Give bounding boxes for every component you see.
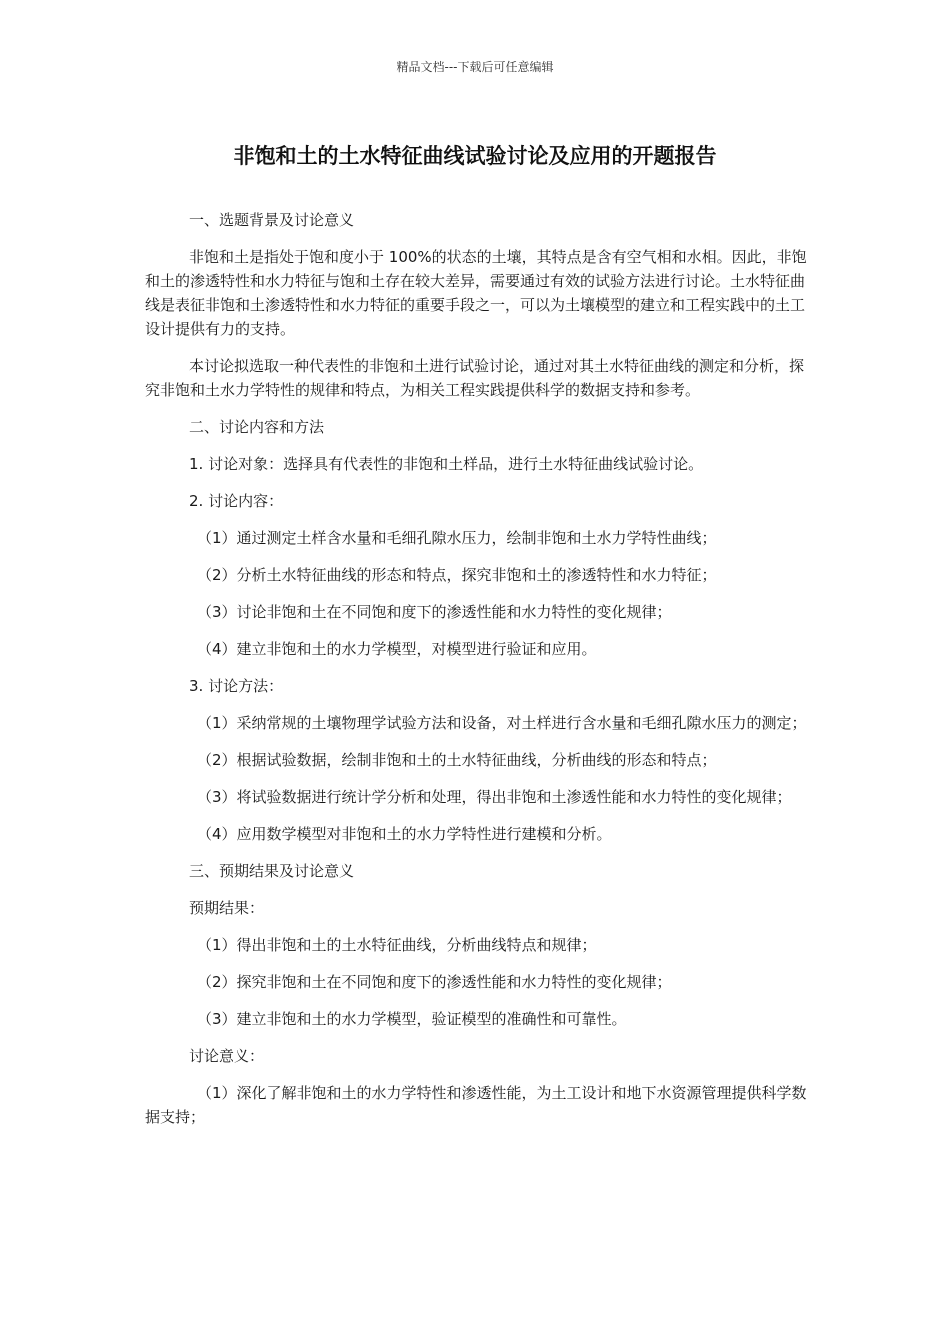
- document-body: [145, 208, 810, 1142]
- paragraph: 1. 讨论对象：选择具有代表性的非饱和土样品，进行土水特征曲线试验讨论。: [189, 455, 704, 473]
- paragraph: 一、选题背景及讨论意义: [189, 211, 355, 229]
- paragraph: （2）分析土水特征曲线的形态和特点，探究非饱和土的渗透特性和水力特征；: [197, 566, 717, 584]
- paragraph: （4）应用数学模型对非饱和土的水力学特性进行建模和分析。: [197, 825, 612, 843]
- paragraph: （3）讨论非饱和土在不同饱和度下的渗透性能和水力特性的变化规律；: [197, 603, 672, 621]
- paragraph: （4）建立非饱和土的水力学模型，对模型进行验证和应用。: [197, 640, 597, 658]
- paragraph: （1）深化了解非饱和土的水力学特性和渗透性能，为土工设计和地下水资源管理提供科学数据支持；: [145, 1084, 807, 1126]
- paragraph: 3. 讨论方法：: [189, 677, 284, 695]
- paragraph: 预期结果：: [189, 899, 265, 917]
- paragraph: 二、讨论内容和方法: [189, 418, 325, 436]
- paragraph: （2）探究非饱和土在不同饱和度下的渗透性能和水力特性的变化规律；: [197, 973, 672, 991]
- document-title: 非饱和土的土水特征曲线试验讨论及应用的开题报告: [233, 144, 717, 168]
- paragraph: 三、预期结果及讨论意义: [189, 862, 355, 880]
- paragraph: 本讨论拟选取一种代表性的非饱和土进行试验讨论，通过对其土水特征曲线的测定和分析，探究非饱和土水力学特性的规律和特点，为相关工程实践提供科学的数据支持和参考。: [145, 357, 805, 399]
- paragraph: 非饱和土是指处于饱和度小于 100%的状态的土壤，其特点是含有空气相和水相。因此，非饱和土的渗透特性和水力特征与饱和土存在较大差异，需要通过有效的试验方法进行讨论。土水特征曲线是表征非饱和土渗透特性和水力特征的重要手段之一，可以为土壤模型的建立和工程实践中的土工设计提供有力的支持。: [145, 248, 807, 338]
- paragraph: （2）根据试验数据，绘制非饱和土的土水特征曲线，分析曲线的形态和特点；: [197, 751, 717, 769]
- paragraph: （1）采纳常规的土壤物理学试验方法和设备，对土样进行含水量和毛细孔隙水压力的测定；: [197, 714, 807, 732]
- page-header: 精品文档---下载后可任意编辑: [396, 60, 554, 74]
- paragraph: 2. 讨论内容：: [189, 492, 284, 510]
- paragraph: （3）将试验数据进行统计学分析和处理，得出非饱和土渗透性能和水力特性的变化规律；: [197, 788, 792, 806]
- paragraph: （1）得出非饱和土的土水特征曲线，分析曲线特点和规律；: [197, 936, 597, 954]
- paragraph: （1）通过测定土样含水量和毛细孔隙水压力，绘制非饱和土水力学特性曲线；: [197, 529, 717, 547]
- paragraph: （3）建立非饱和土的水力学模型，验证模型的准确性和可靠性。: [197, 1010, 627, 1028]
- paragraph: 讨论意义：: [189, 1047, 265, 1065]
